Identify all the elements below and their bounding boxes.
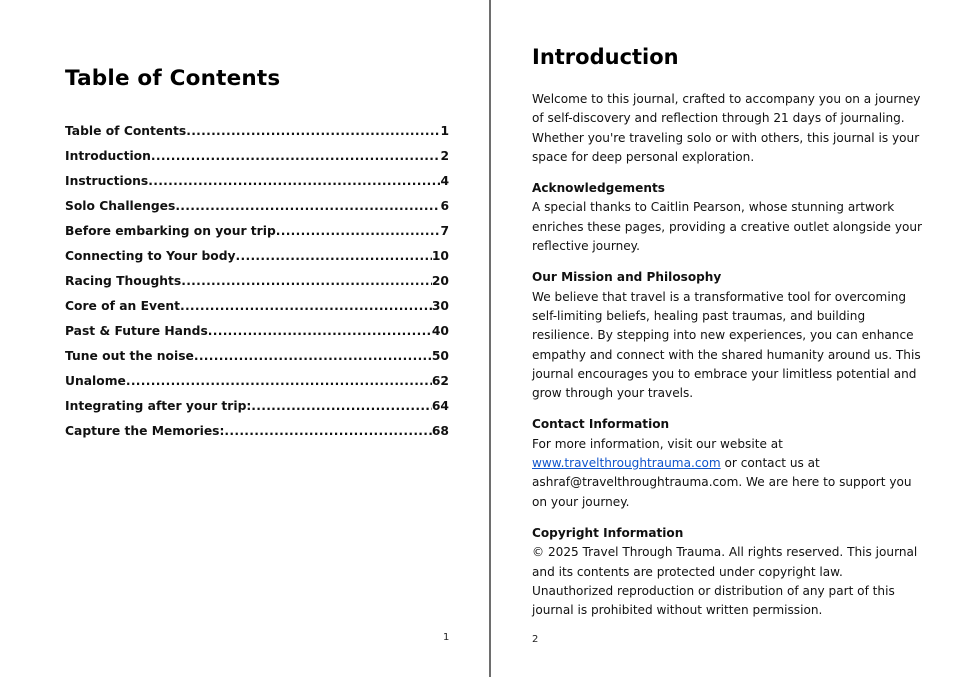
website-link[interactable]: www.travelthroughtrauma.com [532,456,721,471]
contact-text-before: For more information, visit our website at [532,436,783,451]
contact-heading: Contact Information [532,417,670,432]
copyright-heading: Copyright Information [532,525,684,540]
toc-entry[interactable] [65,174,449,199]
copyright-text: © 2025 Travel Through Trauma. All rights reserved. This journal and its contents are protected under copyright law. Unauthorized reproduction or distribution of any part of this journal is prohibited without written permission. [532,545,918,618]
toc-list [65,124,449,449]
toc-entry[interactable] [65,249,449,274]
toc-entry-label: Solo Challenges [65,199,176,213]
toc-title: Table of Contents [65,66,281,91]
acknowledgements-heading: Acknowledgements [532,181,665,196]
toc-entry[interactable] [65,399,449,424]
toc-entry[interactable] [65,199,449,224]
toc-leader [180,299,432,313]
toc-leader [126,374,432,388]
toc-entry-page: 64 [431,399,449,413]
toc-entry-page: 2 [440,149,449,163]
toc-entry[interactable] [65,149,449,174]
toc-leader [148,174,440,188]
contact-text-after: or contact us at ashraf@travelthroughtrauma.com. We are here to support you on your journey. [532,456,912,509]
toc-entry-label: Racing Thoughts [65,274,182,288]
toc-entry[interactable] [65,374,449,399]
toc-entry[interactable] [65,299,449,324]
toc-leader [208,324,432,338]
toc-entry-page: 1 [440,124,449,138]
acknowledgements-text: A special thanks to Caitlin Pearson, whose stunning artwork enriches these pages, providing a creative outlet alongside your reflective journey. [532,200,923,254]
toc-entry-page: 6 [440,199,449,213]
toc-entry[interactable] [65,349,449,374]
contact-section [532,415,927,511]
toc-leader [236,249,432,263]
toc-entry-label: Connecting to Your body [65,249,236,263]
toc-entry-label: Instructions [65,174,149,188]
intro-body [532,90,927,632]
toc-leader [194,349,432,363]
toc-entry[interactable] [65,324,449,349]
acknowledgements-section [532,179,927,256]
intro-title: Introduction [532,45,679,69]
toc-entry-page: 30 [431,299,449,313]
toc-leader [251,399,432,413]
toc-entry-label: Integrating after your trip: [65,399,252,413]
toc-entry-page: 4 [440,174,449,188]
toc-entry-page: 50 [431,349,449,363]
toc-entry-label: Introduction [65,149,151,163]
toc-leader [276,224,441,238]
toc-leader [181,274,432,288]
toc-entry-label: Core of an Event [65,299,180,313]
toc-entry-label: Before embarking on your trip [65,224,276,238]
intro-paragraph: Welcome to this journal, crafted to accompany you on a journey of self-discovery and reflection through 21 days of journaling. Whether you're traveling solo or with others, this journal is your space for deep personal exploration. [532,92,921,164]
mission-text: We believe that travel is a transformative tool for overcoming self-limiting beliefs, healing past traumas, and building resilience. By stepping into new experiences, you can enhance empathy and connect with the shared humanity around us. This journal encourages you to embrace your limitless potential and grow through your travels. [532,289,921,401]
toc-entry-page: 20 [431,274,449,288]
mission-heading: Our Mission and Philosophy [532,270,722,285]
toc-entry-page: 40 [431,324,449,338]
toc-entry[interactable] [65,224,449,249]
toc-leader [186,124,440,138]
mission-section [532,268,927,403]
toc-leader [175,199,440,213]
toc-entry[interactable] [65,124,449,149]
page-number: 2 [532,634,539,645]
copyright-section [532,524,927,620]
toc-entry-page: 62 [431,374,449,388]
toc-entry-page: 10 [431,249,449,263]
toc-entry-label: Table of Contents [65,124,187,138]
toc-entry-label: Past & Future Hands [65,324,208,338]
page-right [492,0,980,677]
toc-leader [151,149,441,163]
page-divider [489,0,491,677]
toc-entry-label: Unalome [65,374,126,388]
page-number: 1 [443,632,450,643]
toc-entry[interactable] [65,274,449,299]
toc-entry[interactable] [65,424,449,449]
toc-entry-page: 68 [431,424,449,438]
toc-entry-page: 7 [440,224,449,238]
toc-entry-label: Tune out the noise [65,349,194,363]
toc-leader [224,424,431,438]
toc-entry-label: Capture the Memories: [65,424,225,438]
